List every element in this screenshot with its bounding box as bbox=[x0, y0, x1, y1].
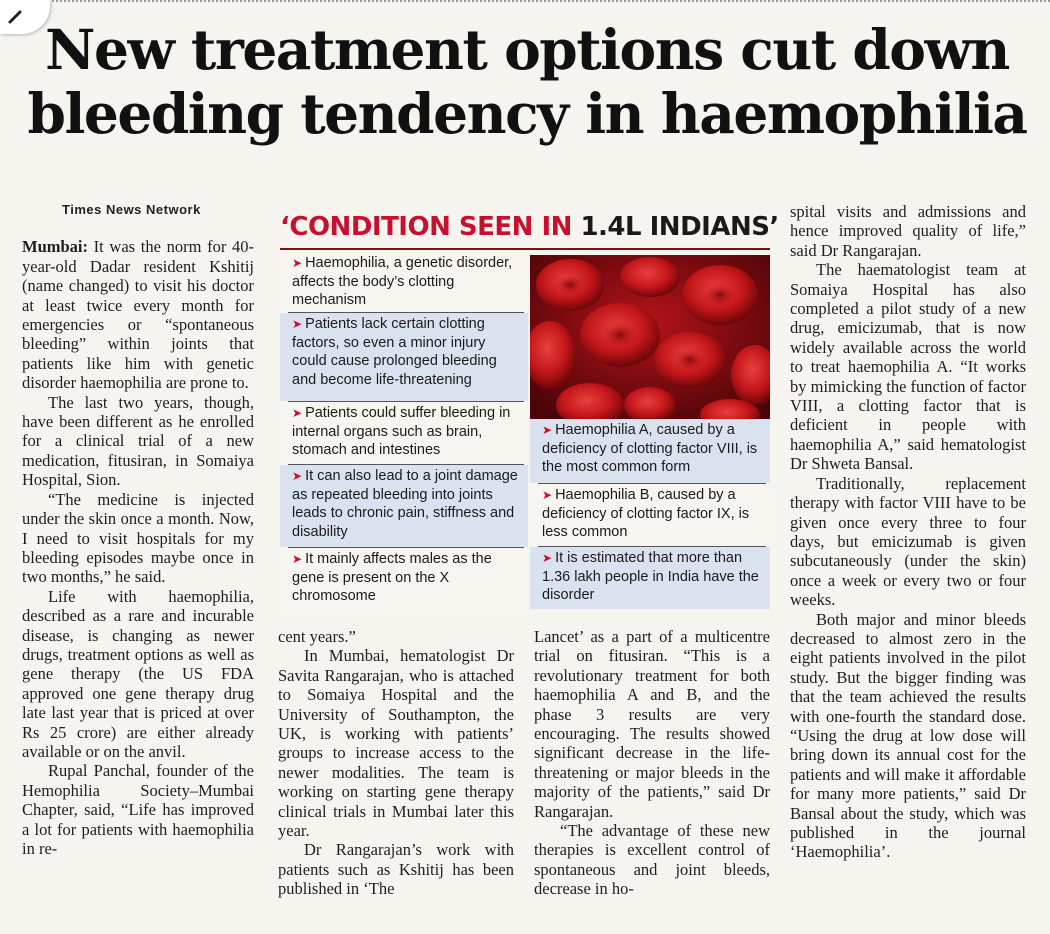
paragraph: Life with haemophilia, described as a rare and incurable disease, is changing as newer drugs, treatment options as well as gene therapy (the US FDA approved one gene therapy drug late last year that is priced at over Rs 25 crore) are either already available or on the anvil. bbox=[22, 586, 254, 761]
paragraph: Traditionally, replacement therapy with factor VIII have to be given once every three to four days, but emicizumab is given subcutaneously (under the skin) once a week or every two or four weeks. bbox=[790, 473, 1026, 610]
article-column-1 bbox=[22, 200, 254, 858]
fact-item: ➤ It can also lead to a joint damage as repeated bleeding into joints leads to chronic pain, stiffness and disability bbox=[280, 465, 528, 547]
fact-item: ➤ It is estimated that more than 1.36 lakh people in India have the disorder bbox=[530, 547, 770, 609]
paragraph: The haematologist team at Somaiya Hospital has also completed a pilot study of a new drug, emicizumab, that is now widely available across the world to treat haemophilia A. “It works by mimicking the function of factor VIII, a clotting factor that is deficient in people with haemophilia A,” said hematologist Dr Shweta Bansal. bbox=[790, 260, 1026, 474]
top-dotted-rule bbox=[0, 0, 1050, 6]
arrow-icon: ➤ bbox=[542, 551, 553, 565]
fact-item: ➤ Patients could suffer bleeding in internal organs such as brain, stomach and intestines bbox=[280, 402, 528, 464]
infographic-rule bbox=[280, 248, 770, 250]
red-blood-cells-photo bbox=[530, 255, 770, 421]
fact-item: ➤ It mainly affects males as the gene is present on the X chromosome bbox=[280, 548, 528, 610]
article-column-2 bbox=[278, 627, 514, 899]
fact-item: ➤ Haemophilia B, caused by a deficiency of clotting factor IX, is less common bbox=[530, 484, 770, 546]
paragraph: Both major and minor bleeds decreased to almost zero in the eight patients involved in the pilot study. But the bigger finding was that the team achieved the results with one-fourth the standard dose. “Using the drug at low dose will bring down its annual cost for the patients and will make it affordable for many more patients,” said Dr Bansal about the study, which was published in the journal ‘Haemophilia’. bbox=[790, 609, 1026, 862]
paragraph: Dr Rangarajan’s work with patients such as Kshitij has been published in ‘The bbox=[278, 840, 514, 899]
paragraph: The last two years, though, have been different as he enrolled for a clinical trial of a new medication, fitusiran, in Somaiya Hospital, Sion. bbox=[22, 392, 254, 490]
byline: Times News Network bbox=[62, 202, 201, 217]
infographic-title: ‘CONDITION SEEN IN 1.4L INDIANS’ bbox=[280, 212, 779, 242]
article-headline: New treatment options cut down bleeding tendency in haemophilia bbox=[27, 17, 1027, 146]
lead-paragraph: Mumbai: It was the norm for 40-year-old Dadar resident Kshitij (name changed) to visit his doctor at least twice every month for emergencies or “spontaneous bleeding” within joints that patients like him with genetic disorder haemophilia are prone to. bbox=[22, 237, 254, 393]
arrow-icon: ➤ bbox=[542, 488, 553, 502]
fact-item: ➤ Patients lack certain clotting factors, so even a minor injury could cause prolonged bleeding and become life-threatening bbox=[280, 313, 528, 401]
paragraph: Rupal Panchal, founder of the Hemophilia Society–Mumbai Chapter, said, “Life has improved a lot for patients with haemophilia in re- bbox=[22, 761, 254, 858]
infographic-box bbox=[280, 208, 779, 618]
arrow-icon: ➤ bbox=[292, 406, 303, 420]
dateline: Mumbai: bbox=[22, 237, 88, 257]
article-column-3 bbox=[534, 627, 770, 899]
arrow-icon: ➤ bbox=[292, 552, 303, 566]
arrow-icon: ➤ bbox=[292, 256, 303, 270]
arrow-icon: ➤ bbox=[542, 423, 553, 437]
paragraph: “The advantage of these new therapies is excellent control of spontaneous and joint bleeds, decrease in ho- bbox=[534, 821, 770, 899]
arrow-icon: ➤ bbox=[292, 469, 303, 483]
article-column-4 bbox=[790, 202, 1026, 862]
paragraph: spital visits and admissions and hence improved quality of life,” said Dr Rangarajan. bbox=[790, 202, 1026, 260]
paragraph: cent years.” bbox=[278, 627, 356, 646]
paragraph: “The medicine is injected under the skin once a month. Now, I need to visit hospitals for my bleeding episodes maybe once in two months,” he said. bbox=[22, 489, 254, 587]
arrow-icon: ➤ bbox=[292, 317, 303, 331]
paragraph: In Mumbai, hematologist Dr Savita Rangarajan, who is attached to Somaiya Hospital and the University of Southampton, the UK, is working with patients’ groups to increase access to the newer modalities. The team is working on starting gene therapy clinical trials in Mumbai later this year. bbox=[278, 646, 514, 841]
fact-item: ➤ Haemophilia, a genetic disorder, affects the body’s clotting mechanism bbox=[280, 252, 528, 312]
fact-item: ➤ Haemophilia A, caused by a deficiency of clotting factor VIII, is the most common form bbox=[530, 419, 770, 483]
paragraph: Lancet’ as a part of a multicentre trial on fitusiran. “This is a revolutionary treatment for both haemophilia A and B, and the phase 3 results are very encouraging. The results showed significant decrease in the life-threatening or major bleeds in the majority of the patients,” said Dr Rangarajan. bbox=[534, 627, 770, 821]
